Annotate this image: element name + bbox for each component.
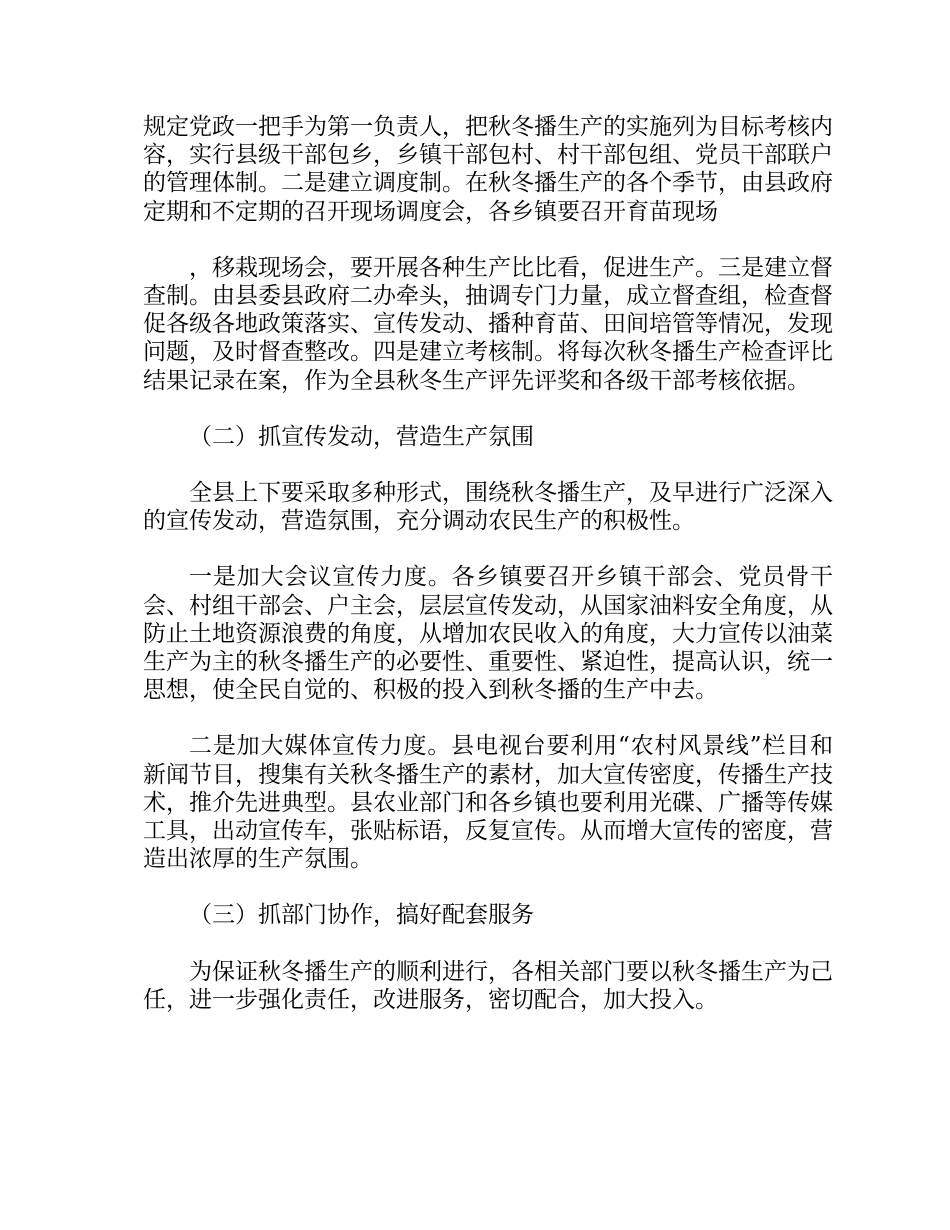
- paragraph-media-publicity: 二是加大媒体宣传力度。县电视台要利用“农村风景线”栏目和新闻节目，搜集有关秋冬播生产的素材，加大宣传密度，传播生产技术，推介先进典型。县农业部门和各乡镇也要利用光碟、广播等传媒工具，出动宣传车，张贴标语，反复宣传。从而增大宣传的密度，营造出浓厚的生产氛围。: [143, 733, 833, 873]
- paragraph-supervision: ，移栽现场会，要开展各种生产比比看，促进生产。三是建立督查制。由县委县政府二办牵头，抽调专门力量，成立督查组，检查督促各级各地政策落实、宣传发动、播种育苗、田间培管等情况，发现问题，及时督查整改。四是建立考核制。将每次秋冬播生产检查评比结果记录在案，作为全县秋冬生产评先评奖和各级干部考核依据。: [143, 254, 833, 394]
- section-heading-publicity: （二）抓宣传发动，营造生产氛围: [189, 423, 534, 450]
- paragraph-responsibility: 规定党政一把手为第一负责人，把秋冬播生产的实施列为目标考核内容，实行县级干部包乡，乡镇干部包村、村干部包组、党员干部联户的管理体制。二是建立调度制。在秋冬播生产的各个季节，由县政府定期和不定期的召开现场调度会，各乡镇要召开育苗现场: [143, 114, 833, 225]
- section-heading-cooperation: （三）抓部门协作，搞好配套服务: [189, 902, 534, 929]
- paragraph-meeting-publicity: 一是加大会议宣传力度。各乡镇要召开乡镇干部会、党员骨干会、村组干部会、户主会，层层宣传发动，从国家油料安全角度，从防止土地资源浪费的角度，从增加农民收入的角度，大力宣传以油菜生产为主的秋冬播生产的必要性、重要性、紧迫性，提高认识，统一思想，使全民自觉的、积极的投入到秋冬播的生产中去。: [143, 564, 833, 704]
- paragraph-cooperation: 为保证秋冬播生产的顺利进行，各相关部门要以秋冬播生产为己任，进一步强化责任，改进服务，密切配合，加大投入。: [143, 958, 833, 1013]
- paragraph-publicity-intro: 全县上下要采取多种形式，围绕秋冬播生产，及早进行广泛深入的宣传发动，营造氛围，充分调动农民生产的积极性。: [143, 480, 833, 535]
- document-body: [143, 113, 833, 1042]
